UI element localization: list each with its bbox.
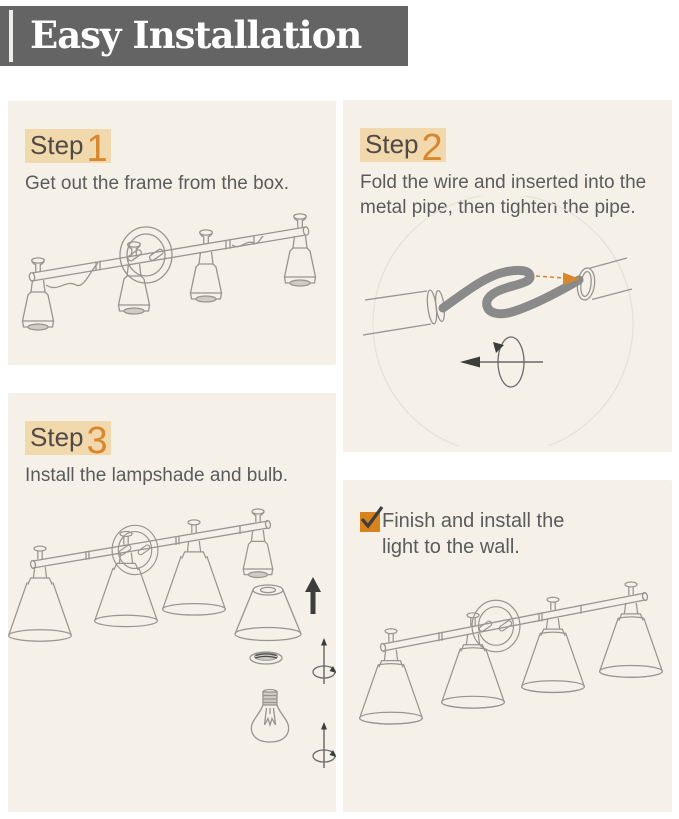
step-1-description: Get out the frame from the box. <box>25 173 290 194</box>
step-3-label: Step <box>25 421 111 455</box>
finished-fixture-illustration <box>343 560 672 810</box>
fixture-frame-illustration <box>8 201 336 363</box>
wire-into-pipe-illustration <box>343 196 672 446</box>
finish-description: Finish and install the light to the wall. <box>382 510 565 558</box>
step-2-heading <box>360 122 672 169</box>
header-banner <box>0 6 408 66</box>
step-2-label: Step <box>360 128 446 162</box>
socket-ring <box>250 652 282 664</box>
step-1-label: Step <box>25 129 111 163</box>
checked-checkbox-icon <box>360 512 380 532</box>
step-3-heading <box>25 415 336 462</box>
step-1-heading <box>25 123 336 170</box>
page-title: Easy Installation <box>30 13 362 58</box>
step-2-number: 2 <box>421 126 443 169</box>
light-bulb <box>251 690 288 743</box>
step-3-panel <box>8 393 336 812</box>
finish-heading <box>360 508 672 560</box>
finish-panel <box>343 480 672 812</box>
step-2-description: Fold the wire and inserted into the metal pipe, then tighten the pipe. <box>360 172 647 218</box>
step-1-panel <box>8 101 336 365</box>
lampshade-and-bulb-illustration <box>8 468 336 808</box>
step-1-number: 1 <box>86 127 108 170</box>
step-2-panel <box>343 100 672 452</box>
step-3-description: Install the lampshade and bulb. <box>25 465 289 486</box>
banner-accent-bar <box>9 10 13 62</box>
step-3-number: 3 <box>86 419 108 462</box>
up-arrow <box>305 577 321 614</box>
detached-lampshade <box>235 585 301 641</box>
